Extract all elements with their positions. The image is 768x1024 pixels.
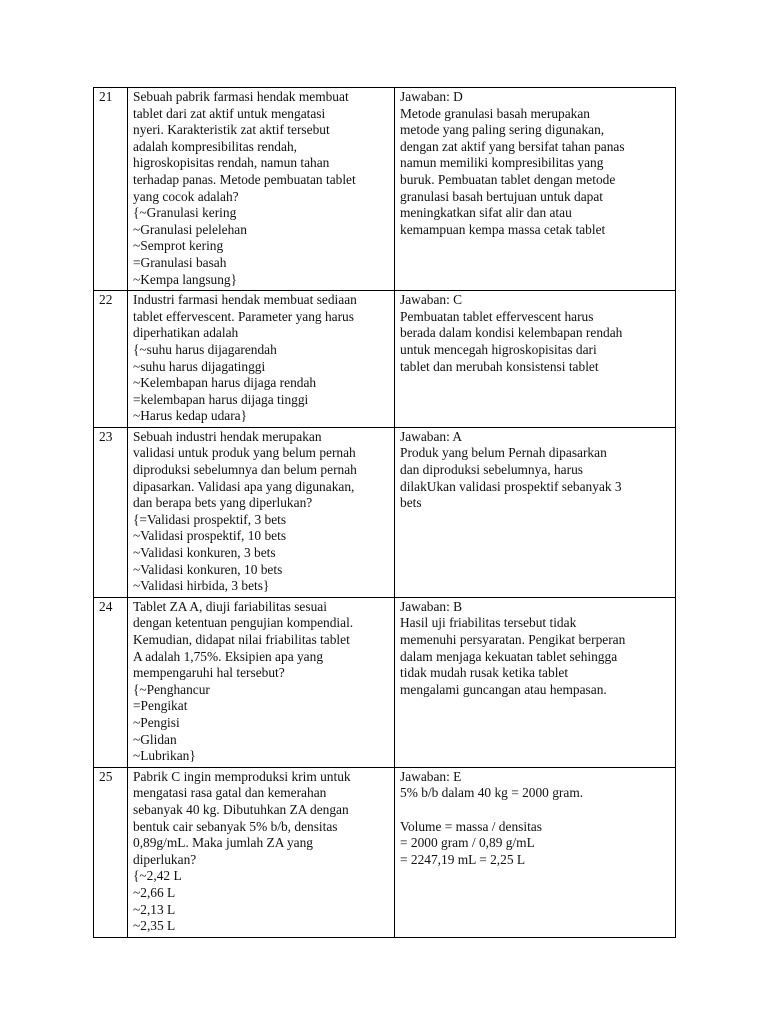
explanation-line: bets	[400, 495, 422, 511]
explanation-line: memenuhi persyaratan. Pengikat berperan	[400, 632, 626, 647]
explanation-line: dan diproduksi sebelumnya, harus	[400, 462, 583, 478]
explanation-line: 5% b/b dalam 40 kg = 2000 gram.	[400, 785, 584, 801]
explanation-line: tidak mudah rusak ketika tablet	[400, 665, 569, 681]
question-text-line: Tablet ZA A, diuji fariabilitas sesuai	[133, 598, 327, 614]
question-number: 23	[94, 427, 128, 597]
explanation-line: buruk. Pembuatan tablet dengan metode	[400, 171, 616, 187]
explanation-line: Hasil uji friabilitas tersebut tidak	[400, 615, 577, 631]
question-text-line: Industri farmasi hendak membuat sediaan	[133, 292, 357, 308]
question-cell	[128, 597, 395, 767]
question-text-line: mempengaruhi hal tersebut?	[133, 665, 285, 681]
question-cell	[128, 88, 395, 291]
question-text-line: diperlukan?	[133, 851, 197, 867]
question-cell	[128, 427, 395, 597]
explanation-line: granulasi basah bertujuan untuk dapat	[400, 188, 604, 204]
explanation-line: dalam menjaga kekuatan tablet sehingga	[400, 648, 618, 664]
question-text-line: tablet effervescent. Parameter yang harus	[133, 308, 354, 324]
explanation-line: dilakUkan validasi prospektif sebanyak 3	[400, 478, 622, 494]
answer-cell	[395, 427, 676, 597]
question-text-line: bentuk cair sebanyak 5% b/b, densitas	[133, 818, 338, 834]
blank-line	[400, 802, 671, 819]
table-row	[94, 291, 676, 428]
table-row	[94, 767, 676, 937]
answer-key: Jawaban: C	[400, 292, 463, 308]
explanation-line: mengalami guncangan atau hempasan.	[400, 681, 607, 697]
answer-cell	[395, 291, 676, 428]
answer-option: {~Granulasi kering	[133, 205, 237, 221]
question-text-line: Sebuah industri hendak merupakan	[133, 428, 322, 444]
question-answer-table	[93, 87, 676, 938]
question-text-line: nyeri. Karakteristik zat aktif tersebut	[133, 122, 330, 138]
question-text-line: Kemudian, didapat nilai friabilitas tablet	[133, 632, 350, 647]
answer-option: ~Validasi konkuren, 3 bets	[133, 545, 276, 561]
answer-key: Jawaban: B	[400, 598, 463, 614]
explanation-line: metode yang paling sering digunakan,	[400, 122, 605, 138]
question-text-line: dan berapa bets yang diperlukan?	[133, 495, 313, 511]
answer-option: {~suhu harus dijagarendah	[133, 341, 277, 357]
answer-option: =Pengikat	[133, 698, 188, 714]
answer-cell	[395, 597, 676, 767]
table-body	[94, 88, 676, 938]
question-number: 25	[94, 767, 128, 937]
table-row	[94, 427, 676, 597]
question-text-line: yang cocok adalah?	[133, 188, 239, 204]
explanation-line: Pembuatan tablet effervescent harus	[400, 308, 594, 324]
explanation-line: meningkatkan sifat alir dan atau	[400, 205, 572, 221]
question-number: 22	[94, 291, 128, 428]
question-text-line: dipasarkan. Validasi apa yang digunakan,	[133, 478, 355, 494]
answer-option: ~Pengisi	[133, 714, 180, 730]
question-text-line: adalah kompresibilitas rendah,	[133, 138, 297, 154]
answer-option: ~Harus kedap udara}	[133, 408, 248, 424]
question-cell	[128, 291, 395, 428]
question-text-line: sebanyak 40 kg. Dibutuhkan ZA dengan	[133, 801, 349, 817]
answer-option: ~Semprot kering	[133, 238, 224, 254]
answer-option: {~Penghancur	[133, 681, 210, 697]
answer-option: =kelembapan harus dijaga tinggi	[133, 391, 309, 407]
explanation-line: berada dalam kondisi kelembapan rendah	[400, 325, 623, 341]
explanation-line: Metode granulasi basah merupakan	[400, 105, 591, 121]
explanation-line: kemampuan kempa massa cetak tablet	[400, 221, 606, 237]
answer-cell	[395, 88, 676, 291]
answer-option: ~2,35 L	[133, 918, 176, 934]
answer-option: {=Validasi prospektif, 3 bets	[133, 511, 287, 527]
answer-option: ~Glidan	[133, 731, 177, 747]
explanation-line: untuk mencegah higroskopisitas dari	[400, 341, 597, 357]
table-row	[94, 597, 676, 767]
question-cell	[128, 767, 395, 937]
answer-option: ~suhu harus dijagatinggi	[133, 358, 266, 374]
answer-option: ~Validasi prospektif, 10 bets	[133, 528, 287, 544]
explanation-line: namun memiliki kompresibilitas yang	[400, 155, 604, 171]
question-text-line: diproduksi sebelumnya dan belum pernah	[133, 462, 357, 478]
question-text-line: A adalah 1,75%. Eksipien apa yang	[133, 648, 324, 664]
answer-option: ~Validasi hirbida, 3 bets}	[133, 578, 270, 594]
answer-option: ~Kelembapan harus dijaga rendah	[133, 375, 317, 391]
answer-option: ~2,66 L	[133, 884, 176, 900]
question-text-line: 0,89g/mL. Maka jumlah ZA yang	[133, 835, 314, 851]
question-text-line: dengan ketentuan pengujian kompendial.	[133, 615, 354, 631]
question-text-line: terhadap panas. Metode pembuatan tablet	[133, 171, 356, 187]
explanation-line: tablet dan merubah konsistensi tablet	[400, 358, 599, 374]
answer-key: Jawaban: E	[400, 768, 462, 784]
question-text-line: tablet dari zat aktif untuk mengatasi	[133, 105, 326, 121]
answer-key: Jawaban: A	[400, 428, 463, 444]
answer-option: =Granulasi basah	[133, 254, 227, 270]
explanation-line: dengan zat aktif yang bersifat tahan panas	[400, 138, 625, 154]
explanation-line: = 2000 gram / 0,89 g/mL	[400, 835, 535, 851]
answer-option: ~Lubrikan}	[133, 748, 196, 764]
answer-cell	[395, 767, 676, 937]
question-number: 24	[94, 597, 128, 767]
explanation-line: Volume = massa / densitas	[400, 818, 542, 834]
question-text-line: diperhatikan adalah	[133, 325, 239, 341]
explanation-line: = 2247,19 mL = 2,25 L	[400, 851, 526, 867]
answer-option: ~Granulasi pelelehan	[133, 221, 247, 237]
question-text-line: mengatasi rasa gatal dan kemerahan	[133, 785, 327, 801]
answer-option: ~Validasi konkuren, 10 bets	[133, 561, 283, 577]
question-text-line: Pabrik C ingin memproduksi krim untuk	[133, 768, 351, 784]
table-row	[94, 88, 676, 291]
answer-option: ~2,13 L	[133, 901, 176, 917]
answer-option: {~2,42 L	[133, 868, 182, 884]
question-number: 21	[94, 88, 128, 291]
answer-option: ~Kempa langsung}	[133, 271, 238, 287]
question-text-line: validasi untuk produk yang belum pernah	[133, 445, 356, 461]
question-text-line: higroskopisitas rendah, namun tahan	[133, 155, 330, 171]
question-text-line: Sebuah pabrik farmasi hendak membuat	[133, 89, 349, 104]
answer-key: Jawaban: D	[400, 89, 463, 104]
explanation-line: Produk yang belum Pernah dipasarkan	[400, 445, 607, 461]
